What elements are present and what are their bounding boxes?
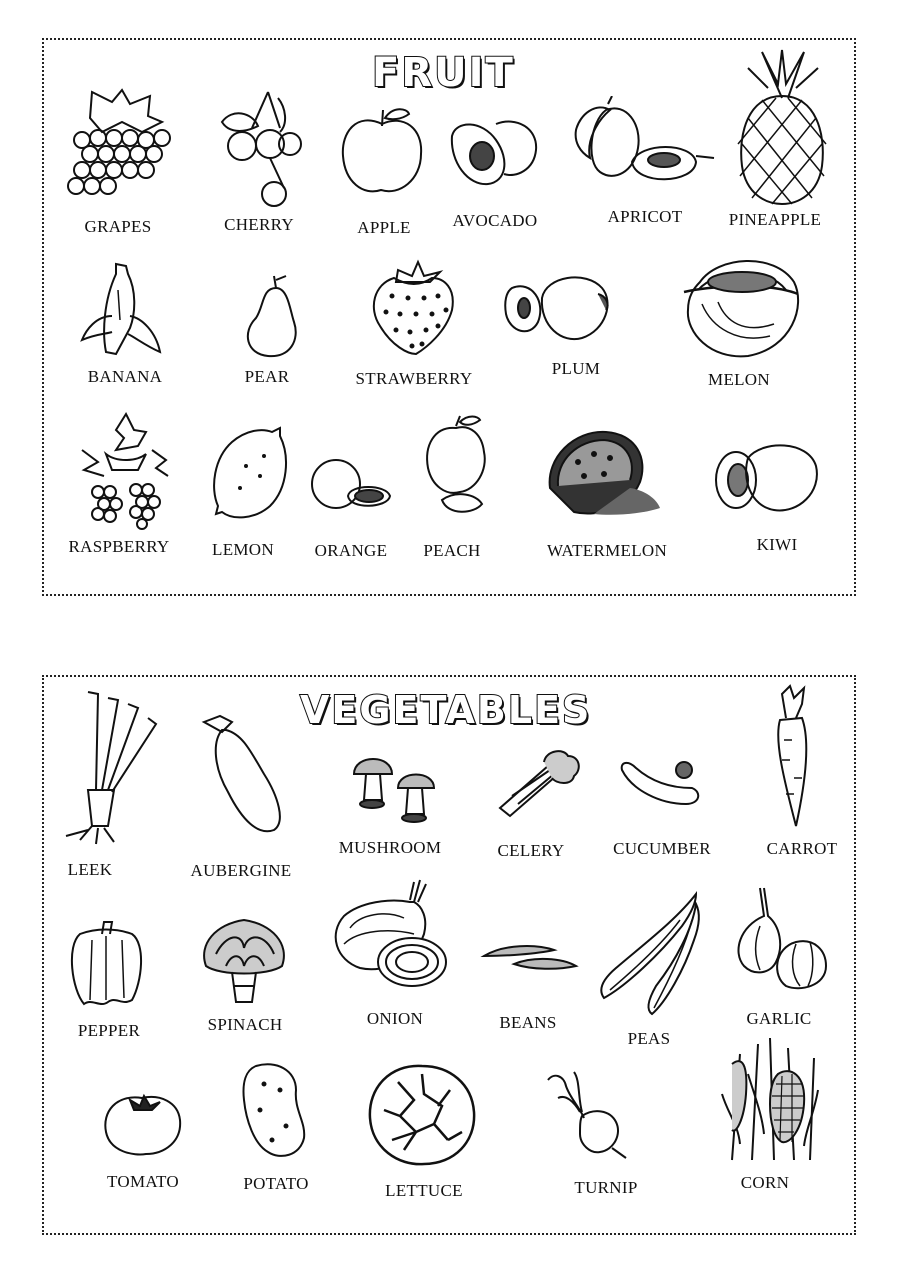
fruit-label-raspberry: RASPBERRY	[68, 537, 170, 556]
lettuce-icon	[364, 1060, 480, 1170]
spinach-icon	[196, 914, 292, 1012]
veg-label-cucumber: CUCUMBER	[613, 839, 711, 858]
pineapple-icon	[732, 48, 832, 208]
veg-label-carrot: CARROT	[766, 839, 838, 858]
peach-icon	[420, 414, 494, 520]
cucumber-icon	[616, 758, 702, 808]
kiwi-icon	[712, 440, 822, 516]
peas-icon	[596, 890, 706, 1018]
fruit-label-grapes: GRAPES	[84, 217, 152, 236]
veg-label-garlic: GARLIC	[746, 1009, 812, 1028]
lemon-icon	[210, 426, 292, 520]
veg-label-potato: POTATO	[243, 1174, 309, 1193]
plum-icon	[502, 268, 614, 346]
veg-label-turnip: TURNIP	[574, 1178, 638, 1197]
fruit-label-cherry: CHERRY	[224, 215, 294, 234]
veg-label-spinach: SPINACH	[207, 1015, 283, 1034]
tomato-icon	[100, 1086, 184, 1158]
apple-icon	[337, 104, 427, 198]
veg-label-corn: CORN	[740, 1173, 790, 1192]
apricot-icon	[566, 96, 716, 192]
veg-label-aubergine: AUBERGINE	[190, 861, 292, 880]
veg-label-beans: BEANS	[499, 1013, 557, 1032]
potato-icon	[236, 1060, 310, 1160]
fruit-label-strawberry: STRAWBERRY	[355, 369, 473, 388]
raspberry-icon	[76, 410, 172, 532]
fruit-label-banana: BANANA	[87, 367, 163, 386]
veg-label-leek: LEEK	[67, 860, 113, 879]
avocado-icon	[446, 114, 542, 188]
fruit-label-peach: PEACH	[423, 541, 481, 560]
garlic-icon	[730, 886, 830, 990]
leek-icon	[58, 690, 162, 848]
fruit-label-melon: MELON	[708, 370, 770, 389]
fruit-title: FRUIT	[372, 50, 515, 96]
fruit-label-avocado: AVOCADO	[452, 211, 538, 230]
veg-label-celery: CELERY	[497, 841, 565, 860]
beans-icon	[480, 940, 580, 976]
fruit-label-pineapple: PINEAPPLE	[728, 210, 822, 229]
corn-icon	[718, 1034, 826, 1164]
carrot-icon	[760, 684, 822, 830]
watermelon-icon	[544, 428, 662, 520]
vegetables-title: VEGETABLES	[300, 688, 592, 732]
veg-label-mushroom: MUSHROOM	[338, 838, 442, 857]
fruit-label-pear: PEAR	[244, 367, 290, 386]
veg-label-pepper: PEPPER	[77, 1021, 141, 1040]
veg-label-peas: PEAS	[627, 1029, 671, 1048]
fruit-label-lemon: LEMON	[212, 540, 274, 559]
fruit-label-plum: PLUM	[551, 359, 601, 378]
veg-label-lettuce: LETTUCE	[385, 1181, 463, 1200]
banana-icon	[76, 260, 166, 358]
melon-icon	[678, 252, 804, 360]
onion-icon	[330, 878, 456, 996]
fruit-label-apple: APPLE	[357, 218, 411, 237]
celery-icon	[496, 748, 582, 818]
fruit-label-orange: ORANGE	[314, 541, 388, 560]
fruit-label-apricot: APRICOT	[607, 207, 683, 226]
pear-icon	[238, 270, 304, 360]
veg-label-onion: ONION	[366, 1009, 424, 1028]
cherry-icon	[212, 88, 307, 210]
fruit-label-kiwi: KIWI	[756, 535, 798, 554]
strawberry-icon	[368, 256, 458, 356]
mushroom-icon	[348, 748, 438, 826]
veg-label-tomato: TOMATO	[106, 1172, 180, 1191]
orange-icon	[306, 454, 396, 520]
fruit-label-watermelon: WATERMELON	[546, 541, 668, 560]
turnip-icon	[540, 1068, 630, 1160]
aubergine-icon	[192, 712, 288, 842]
pepper-icon	[66, 920, 146, 1010]
grapes-icon	[62, 82, 182, 202]
